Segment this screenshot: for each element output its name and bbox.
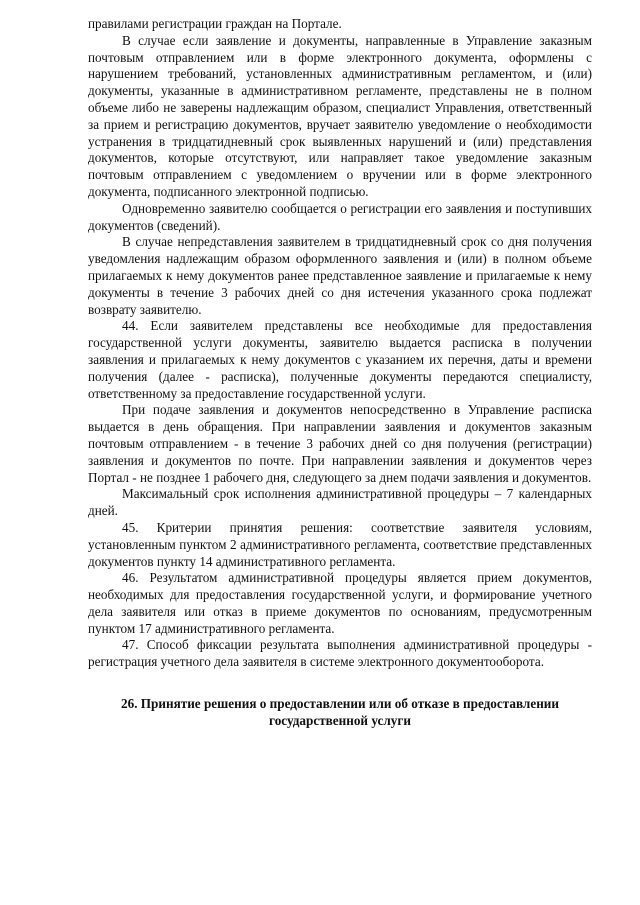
section-heading: 26. Принятие решения о предоставлении или об отказе в предоставлении государственной услуги: [121, 696, 559, 729]
paragraph-receipt-issuance: При подаче заявления и документов непосредственно в Управление расписка выдается в день обращения. При направлении заявления и документов заказным почтовым отправлением - в течение 3 рабочих дней со дня получения (регистрации) заявления и документов по почте. При направлении заявления и документов через Портал - не позднее 1 рабочего дня, следующего за днем подачи заявления и документов.: [88, 402, 592, 485]
paragraph-registration-notice: Одновременно заявителю сообщается о регистрации его заявления и поступивших документов (сведений).: [88, 200, 592, 233]
paragraph-max-term: Максимальный срок исполнения административной процедуры – 7 календарных дней.: [88, 486, 592, 519]
document-page: [88, 16, 592, 729]
paragraph-item-47: 47. Способ фиксации результата выполнения административной процедуры - регистрация учетного дела заявителя в системе электронного документооборота.: [88, 637, 592, 670]
paragraph-item-46: 46. Результатом административной процедуры является прием документов, необходимых для предоставления государственной услуги, и формирование учетного дела заявителя или отказ в приеме документов по основаниям, предусмотренным пунктом 17 административного регламента.: [88, 570, 592, 636]
paragraph-return-documents: В случае непредставления заявителем в тридцатидневный срок со дня получения уведомления надлежащим образом оформленного заявления и (или) в полном объеме прилагаемых к нему документов ранее представленное заявление и прилагаемые к нему документы в течение 3 рабочих дней со дня истечения указанного срока подлежат возврату заявителю.: [88, 234, 592, 317]
paragraph-item-45: 45. Критерии принятия решения: соответствие заявителя условиям, установленным пунктом 2 административного регламента, соответствие представленных документов пункту 14 административного регламента.: [88, 519, 592, 569]
paragraph-continuation: правилами регистрации граждан на Портале.: [88, 16, 342, 31]
paragraph-incomplete-documents: В случае если заявление и документы, направленные в Управление заказным почтовым отправлением или в форме электронного документа, оформлены с нарушением требований, установленных административным регламентом, и (или) документы, указанные в административном регламенте, представлены не в полном объеме либо не заверены надлежащим образом, специалист Управления, ответственный за прием и регистрацию документов, вручает заявителю уведомление о необходимости устранения в тридцатидневный срок выявленных нарушений и (или) представления документов, которые отсутствуют, или направляет такое уведомление заказным почтовым отправлением с уведомлением о вручении или в форме электронного документа, подписанного электронной подписью.: [88, 32, 592, 199]
paragraph-item-44: 44. Если заявителем представлены все необходимые для предоставления государственной услуги документы, заявителю выдается расписка в получении заявления и прилагаемых к нему документов с указанием их перечня, даты и времени получения (далее - расписка), полученные документы передаются специалисту, ответственному за предоставление государственной услуги.: [88, 318, 592, 401]
